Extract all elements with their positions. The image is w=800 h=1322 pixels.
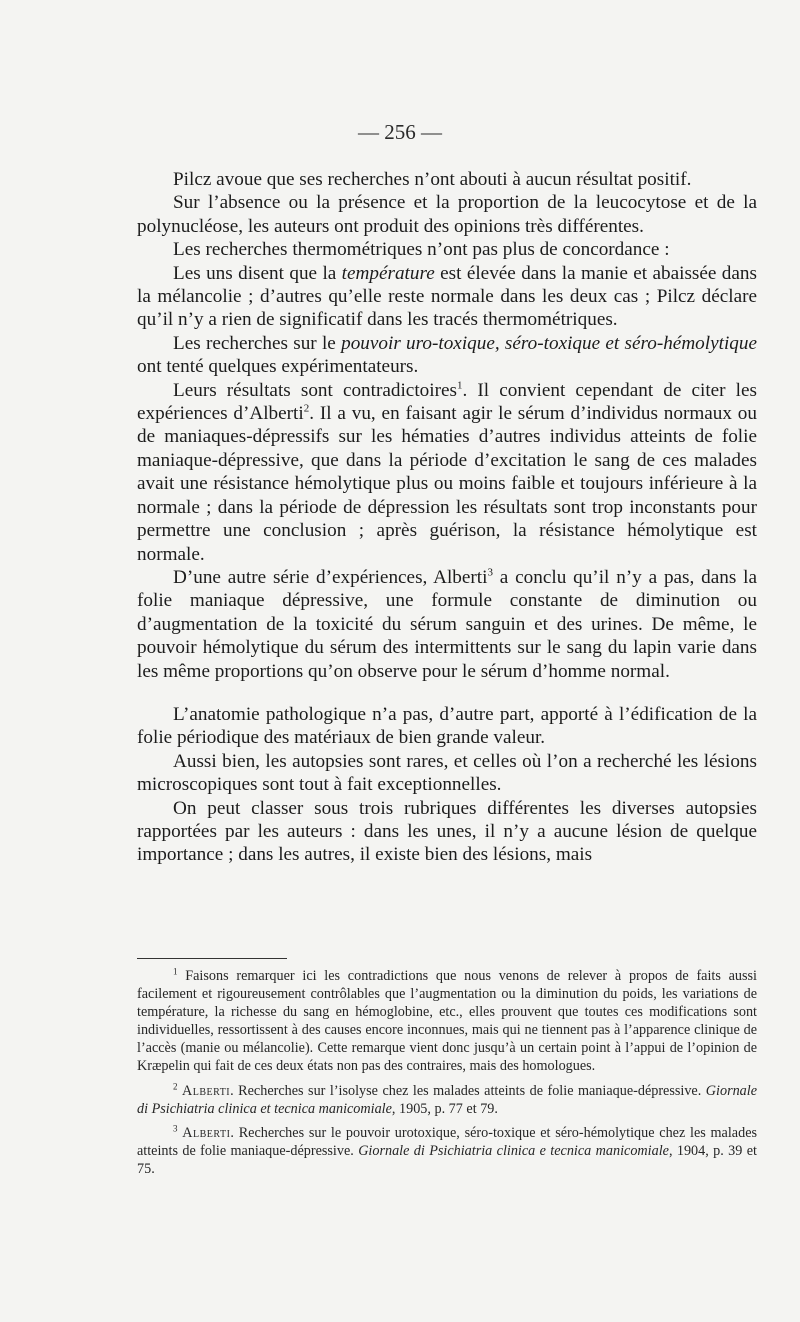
- footnote-ref: 3: [173, 1123, 178, 1134]
- text-run: ont tenté quelques expérimentateurs.: [137, 356, 419, 378]
- footnote-ref: 3: [487, 566, 493, 579]
- footnote-ref: 2: [303, 402, 310, 415]
- paragraph: [137, 797, 757, 867]
- paragraph: [137, 191, 757, 238]
- text-run: , 1904, p. 39 et 75.: [137, 1142, 757, 1177]
- text-run: L’anatomie pathologique n’a pas, d’autre part, apporté à l’édification de la folie périodique des matériaux de bien grande valeur.: [137, 703, 757, 749]
- paragraph: [137, 379, 757, 566]
- footnotes: [137, 967, 757, 1184]
- paragraph: [137, 750, 757, 797]
- text-run: . Recherches sur le pouvoir urotoxique, séro-toxique et séro-hémolytique chez les malades atteints de folie maniaque-dépressive.: [137, 1124, 758, 1159]
- footnote: [137, 1082, 757, 1118]
- text-run: est élevée dans la manie et abaissée dans la mélancolie ; d’autres qu’elle reste normale dans les deux cas ; Pilcz déclare qu’il n’y a rien de significatif dans les tracés thermométriques.: [137, 262, 757, 331]
- text-run: Les recherches sur le: [173, 332, 342, 354]
- page-number: — 256 —: [358, 120, 442, 144]
- text-run: Alberti: [182, 1082, 231, 1099]
- text-run: Les recherches thermométriques n’ont pas plus de concordance :: [173, 239, 670, 261]
- text-run: Pilcz avoue que ses recherches n’ont abouti à aucun résultat positif.: [173, 169, 692, 190]
- text-run: Les uns disent que la: [173, 262, 342, 284]
- paragraph: [137, 262, 757, 332]
- paragraph: [137, 566, 757, 683]
- footnote-ref: 2: [173, 1080, 178, 1091]
- text-run: Giornale di Psichiatria clinica e tecnica manicomiale: [358, 1142, 669, 1159]
- text-run: . Il convient cependant de citer les expériences d’Alberti: [137, 379, 757, 425]
- text-run: . Recherches sur l’isolyse chez les malades atteints de folie maniaque-dépressive.: [230, 1082, 706, 1099]
- text-run: pouvoir uro-toxique, séro-toxique et séro-hémolytique: [341, 332, 757, 354]
- text-run: Alberti: [182, 1124, 231, 1141]
- text-run: . Il a vu, en faisant agir le sérum d’individus normaux ou de maniaques-dépressifs sur les hématies d’autres individus atteints de folie maniaque-dépressive, que dans la période d’excitation le sang de ces malades avait une résistance hémolytique plus ou moins faible et toujours inférieure à la normale ; dans la période de dépression les résultats sont trop inconstants pour permettre une conclusion ; après guérison, la résistance hémolytique est normale.: [137, 403, 757, 565]
- paragraph: [137, 238, 757, 261]
- text-run: On peut classer sous trois rubriques différentes les diverses autopsies rapportées par les auteurs : dans les unes, il n’y a aucune lésion de quelque importance ; dans les autres, il existe bien des lésions, mais: [137, 797, 757, 866]
- main-text: [137, 168, 757, 867]
- footnote-ref: 1: [173, 966, 178, 977]
- paragraph: [137, 168, 757, 191]
- text-run: D’une autre série d’expériences, Alberti: [173, 566, 488, 588]
- paragraph: [137, 332, 757, 379]
- footnote-separator: [137, 958, 287, 959]
- text-run: température: [341, 262, 435, 284]
- text-run: Aussi bien, les autopsies sont rares, et celles où l’on a recherché les lésions microscopiques sont tout à fait exceptionnelles.: [137, 750, 757, 796]
- text-run: Sur l’absence ou la présence et la proportion de la leucocytose et de la polynucléose, les auteurs ont produit des opinions très différentes.: [137, 192, 757, 237]
- footnote-ref: 1: [456, 379, 463, 392]
- text-run: a conclu qu’il n’y a pas, dans la folie maniaque dépressive, une formule constante de diminution ou d’augmentation de la toxicité du sérum sanguin et des urines. De même, le pouvoir hémolytique du sérum des intermittents sur le sang du lapin varie dans les même proportions qu’on observe pour le sérum d’homme normal.: [137, 566, 758, 682]
- footnote: [137, 1124, 757, 1178]
- text-run: Leurs résultats sont contradictoires: [173, 379, 457, 401]
- text-run: , 1905, p. 77 et 79.: [391, 1100, 498, 1117]
- text-run: Faisons remarquer ici les contradictions que nous venons de relever à propos de faits aussi facilement et rigoureusement contrôlables que l’augmentation ou la diminution du poids, les variations de température, la richesse du sang en hémoglobine, etc., elles prouvent que toutes ces modifications sont individuelles, ressortissent à des causes encore inconnues, mais qui ne tiennent pas à l’apparence clinique de l’accès (manie ou mélancolie). Cette remarque vient donc jusqu’à un certain point à l’appui de l’opinion de Kræpelin qui fait de ces deux états non pas des contraires, mais des homologues.: [137, 968, 757, 1075]
- text-run: Giornale di Psichiatria clinica et tecnica manicomiale: [137, 1082, 758, 1117]
- paragraph: [137, 703, 757, 750]
- footnote: [137, 967, 757, 1076]
